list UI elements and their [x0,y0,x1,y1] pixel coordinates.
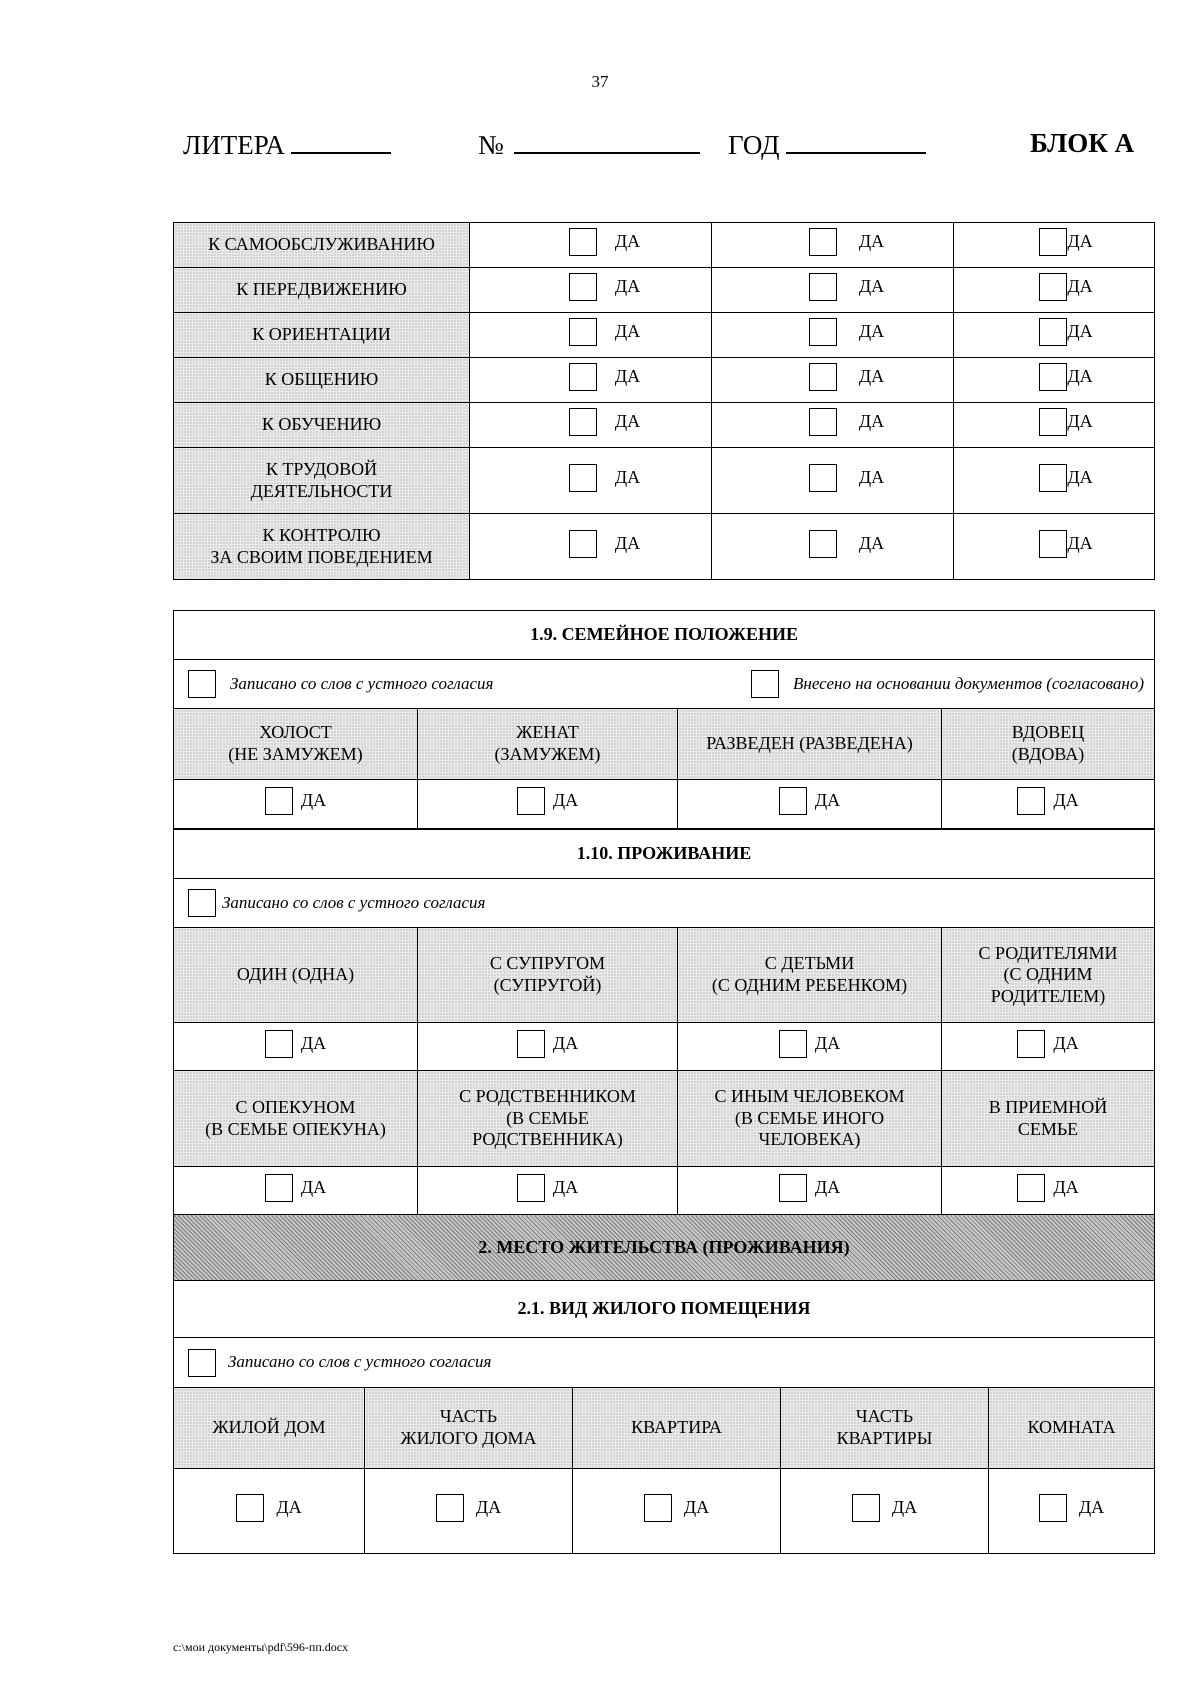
ability-opt3-yes-label: ДА [1067,366,1093,387]
residence-option-cell [942,1023,1155,1071]
ability-opt2-yes-label: ДА [858,466,885,487]
ability-opt1-option [569,273,640,301]
family-option-label-line2: (НЕ ЗАМУЖЕМ) [228,744,363,764]
ability-label-line1: К ОБУЧЕНИЮ [261,414,382,435]
ability-opt3-option [1039,530,1092,558]
residence-table [173,829,1155,1215]
residence-option-label-line1: В ПРИЕМНОЙ [988,1096,1108,1117]
ability-opt1-cell [470,358,712,403]
family-documents-checkbox[interactable] [751,670,779,698]
ability-opt1-checkbox[interactable] [569,228,597,256]
residence-option-checkbox[interactable] [779,1030,807,1058]
ability-label-line1: К ПЕРЕДВИЖЕНИЮ [236,279,407,300]
residence-option-yes-label: ДА [300,1032,327,1053]
litera-label: ЛИТЕРА [183,130,285,160]
ability-opt3-cell [954,268,1155,313]
ability-opt2-checkbox[interactable] [809,408,837,436]
dwelling-option-cell [365,1469,573,1554]
family-option-label [942,709,1155,780]
ability-label [174,268,470,313]
ability-opt3-option [1039,363,1092,391]
residence-option-label [678,1071,942,1167]
ability-opt1-checkbox[interactable] [569,273,597,301]
dwelling-option-option [644,1494,709,1522]
ability-opt1-cell [470,448,712,514]
residence-option-label [418,1071,678,1167]
family-option-label [678,709,942,780]
ability-opt1-yes-label: ДА [614,276,641,297]
ability-label [174,223,470,268]
ability-opt3-yes-label: ДА [1067,411,1093,432]
place-oral-consent-label: Записано со слов с устного согласия [228,1352,492,1372]
residence-option-label-line1: С РОДИТЕЛЯМИ [978,942,1118,963]
ability-opt3-checkbox[interactable] [1039,408,1067,436]
residence-option-yes-label: ДА [1053,1032,1079,1053]
ability-opt1-checkbox[interactable] [569,530,597,558]
dwelling-option-option [436,1494,501,1522]
ability-opt2-yes-label: ДА [858,532,885,553]
residence-option-label-line2: (В СЕМЬЕ [506,1107,589,1128]
number-field [478,128,700,161]
dwelling-option-label [174,1388,365,1469]
ability-opt1-yes-label: ДА [614,231,641,252]
family-option-checkbox[interactable] [265,787,293,815]
residence-option-checkbox[interactable] [1017,1174,1045,1202]
residence-option-option [517,1174,578,1202]
ability-opt2-yes-label: ДА [858,231,885,252]
ability-label-line1: К САМООБСЛУЖИВАНИЮ [208,234,435,255]
residence-option-option [265,1174,326,1202]
dwelling-option-label [365,1388,573,1469]
ability-opt3-yes-label: ДА [1067,231,1093,252]
ability-opt2-option [809,273,884,301]
dwelling-option-checkbox[interactable] [852,1494,880,1522]
ability-row [174,223,1155,268]
ability-label-line1: К ТРУДОВОЙ [265,458,378,479]
family-option-yes-label: ДА [1053,790,1079,811]
ability-row [174,448,1155,514]
ability-opt1-option [569,464,640,492]
dwelling-option-cell [781,1469,989,1554]
ability-label-line2: ЗА СВОИМ ПОВЕДЕНИЕМ [210,546,433,567]
ability-label [174,313,470,358]
ability-opt1-checkbox[interactable] [569,318,597,346]
residence-option-label-line2: (С ОДНИМ РЕБЕНКОМ) [711,975,908,995]
dwelling-option-label-line1: ЧАСТЬ [855,1406,914,1427]
residence-option-checkbox[interactable] [517,1030,545,1058]
ability-row [174,358,1155,403]
ability-opt2-cell [712,358,954,403]
ability-opt1-cell [470,268,712,313]
residence-option-label-line3: РОДИТЕЛЕМ) [990,985,1106,1006]
page-number: 37 [591,72,609,91]
family-option-yes-label: ДА [552,790,579,811]
year-input-line[interactable] [786,128,926,154]
dwelling-option-cell [989,1469,1155,1554]
dwelling-option-label [573,1388,781,1469]
residence-option-label-line1: С ОПЕКУНОМ [235,1096,356,1117]
ability-opt2-checkbox[interactable] [809,318,837,346]
ability-opt1-cell [470,403,712,448]
dwelling-option-yes-label: ДА [276,1497,302,1518]
ability-opt3-cell [954,514,1155,580]
residence-option-option [779,1030,840,1058]
litera-field [183,128,391,161]
dwelling-option-yes-label: ДА [475,1497,502,1518]
family-option-option [779,787,840,815]
ability-label-line1: К ОРИЕНТАЦИИ [252,324,391,345]
number-label: № [478,130,504,160]
residence-option-option [517,1030,578,1058]
residence-option-label-line1: ОДИН (ОДНА) [236,964,355,985]
ability-opt2-checkbox[interactable] [809,363,837,391]
ability-opt2-option [809,530,884,558]
residence-option-label [942,928,1155,1023]
residence-option-cell [174,1167,418,1215]
family-option-label [418,709,678,780]
year-field [728,128,926,161]
ability-label [174,358,470,403]
ability-opt2-checkbox[interactable] [809,464,837,492]
ability-opt2-option [809,363,884,391]
residence-option-checkbox[interactable] [265,1030,293,1058]
dwelling-option-checkbox[interactable] [236,1494,264,1522]
ability-opt3-cell [954,403,1155,448]
family-option-checkbox[interactable] [1017,787,1045,815]
ability-opt1-checkbox[interactable] [569,464,597,492]
number-input-line[interactable] [514,128,700,154]
residence-option-checkbox[interactable] [779,1174,807,1202]
ability-opt2-yes-label: ДА [858,321,885,342]
dwelling-option-label-line2: ЖИЛОГО ДОМА [400,1428,537,1448]
family-option-cell [678,780,942,829]
ability-opt2-option [809,464,884,492]
residence-option-yes-label: ДА [552,1176,579,1197]
ability-opt1-yes-label: ДА [614,466,641,487]
ability-opt1-option [569,408,640,436]
ability-row [174,313,1155,358]
ability-opt3-yes-label: ДА [1067,276,1093,297]
residence-option-label [174,928,418,1023]
family-option-label-line1: ВДОВЕЦ [1011,722,1085,743]
residence-option-cell [678,1167,942,1215]
family-option-label-line1: ЖЕНАТ [516,722,579,743]
residence-option-label-line1: С ДЕТЬМИ [764,953,855,974]
ability-opt3-cell [954,448,1155,514]
ability-opt1-yes-label: ДА [614,366,641,387]
residence-option-label-line3: РОДСТВЕННИКА) [472,1129,623,1150]
ability-opt3-option [1039,408,1092,436]
family-option-option [517,787,578,815]
ability-row [174,514,1155,580]
ability-opt1-option [569,228,640,256]
residence-option-checkbox[interactable] [517,1174,545,1202]
family-option-label-line2: (ЗАМУЖЕМ) [494,744,601,764]
dwelling-option-yes-label: ДА [1078,1497,1105,1518]
family-option-label [174,709,418,780]
dwelling-option-checkbox[interactable] [644,1494,672,1522]
residence-option-label-line1: С РОДСТВЕННИКОМ [459,1086,636,1107]
dwelling-option-checkbox[interactable] [1039,1494,1067,1522]
dwelling-type-title: 2.1. ВИД ЖИЛОГО ПОМЕЩЕНИЯ [174,1281,1155,1338]
litera-input-line[interactable] [291,128,391,154]
ability-opt3-yes-label: ДА [1067,532,1093,553]
ability-opt2-cell [712,313,954,358]
residence-option-label-line2: (В СЕМЬЕ ОПЕКУНА) [205,1118,386,1139]
family-option-option [1017,787,1078,815]
residence-option-label-line1: С СУПРУГОМ [489,953,606,974]
ability-label [174,448,470,514]
ability-opt1-option [569,318,640,346]
ability-label-line1: К КОНТРОЛЮ [262,524,381,545]
ability-opt1-checkbox[interactable] [569,363,597,391]
dwelling-option-label-line2: КВАРТИРЫ [836,1428,933,1448]
abilities-table [173,222,1155,580]
ability-opt2-checkbox[interactable] [809,228,837,256]
family-option-label-line1: ХОЛОСТ [259,722,332,743]
place-oral-consent-checkbox[interactable] [188,1349,216,1377]
ability-label [174,403,470,448]
residence-option-yes-label: ДА [300,1176,327,1197]
dwelling-option-checkbox[interactable] [436,1494,464,1522]
residence-option-label-line2: СЕМЬЕ [1017,1118,1079,1139]
residence-option-label [174,1071,418,1167]
ability-opt2-yes-label: ДА [858,366,885,387]
ability-opt2-cell [712,268,954,313]
family-option-checkbox[interactable] [779,787,807,815]
residence-option-yes-label: ДА [552,1032,579,1053]
ability-label-line2: ДЕЯТЕЛЬНОСТИ [250,480,393,501]
dwelling-option-label [781,1388,989,1469]
ability-opt3-checkbox[interactable] [1039,318,1067,346]
ability-opt1-cell [470,514,712,580]
residence-oral-consent-checkbox[interactable] [188,889,216,917]
ability-opt1-option [569,363,640,391]
residence-option-label-line1: С ИНЫМ ЧЕЛОВЕКОМ [714,1086,905,1107]
residence-option-checkbox[interactable] [1017,1030,1045,1058]
ability-opt3-checkbox[interactable] [1039,228,1067,256]
ability-opt2-cell [712,403,954,448]
residence-option-label-line3: ЧЕЛОВЕКА) [758,1129,861,1150]
ability-opt3-checkbox[interactable] [1039,363,1067,391]
block-label: БЛОК А [1030,128,1135,158]
ability-opt1-checkbox[interactable] [569,408,597,436]
residence-section-title: 1.10. ПРОЖИВАНИЕ [174,830,1155,879]
ability-label [174,514,470,580]
family-option-cell [942,780,1155,829]
dwelling-option-option [1039,1494,1104,1522]
residence-option-option [1017,1174,1078,1202]
residence-option-option [265,1030,326,1058]
family-option-cell [418,780,678,829]
dwelling-option-yes-label: ДА [891,1497,918,1518]
family-option-yes-label: ДА [814,790,841,811]
ability-opt3-yes-label: ДА [1067,321,1093,342]
family-option-option [265,787,326,815]
ability-opt3-option [1039,318,1092,346]
dwelling-option-yes-label: ДА [683,1497,710,1518]
ability-opt3-option [1039,464,1092,492]
ability-label-line1: К ОБЩЕНИЮ [264,369,379,390]
residence-option-label-line2: (В СЕМЬЕ ИНОГО [734,1107,885,1128]
ability-opt2-cell [712,514,954,580]
dwelling-option-label [989,1388,1155,1469]
ability-opt2-option [809,318,884,346]
ability-opt2-cell [712,223,954,268]
ability-opt1-yes-label: ДА [614,532,641,553]
ability-opt3-checkbox[interactable] [1039,530,1067,558]
family-section-title: 1.9. СЕМЕЙНОЕ ПОЛОЖЕНИЕ [174,611,1155,660]
residence-option-label [942,1071,1155,1167]
residence-option-cell [174,1023,418,1071]
dwelling-option-option [236,1494,301,1522]
ability-opt2-yes-label: ДА [858,276,885,297]
family-option-yes-label: ДА [300,790,327,811]
dwelling-option-label-line1: КВАРТИРА [631,1417,722,1438]
ability-opt2-cell [712,448,954,514]
ability-opt3-cell [954,358,1155,403]
residence-option-yes-label: ДА [1053,1176,1079,1197]
residence-option-option [1017,1030,1078,1058]
dwelling-option-label-line1: КОМНАТА [1027,1417,1116,1438]
ability-opt1-option [569,530,640,558]
family-option-cell [174,780,418,829]
place-section-title: 2. МЕСТО ЖИТЕЛЬСТВА (ПРОЖИВАНИЯ) [174,1215,1155,1281]
residence-option-cell [678,1023,942,1071]
residence-oral-consent-label: Записано со слов с устного согласия [222,892,486,912]
residence-option-cell [418,1167,678,1215]
ability-opt2-yes-label: ДА [858,411,885,432]
dwelling-option-option [852,1494,917,1522]
residence-option-checkbox[interactable] [265,1174,293,1202]
residence-option-cell [418,1023,678,1071]
ability-opt3-yes-label: ДА [1067,466,1093,487]
ability-opt3-checkbox[interactable] [1039,273,1067,301]
ability-row [174,403,1155,448]
family-option-label-line2: (ВДОВА) [1011,744,1085,764]
family-table [173,610,1155,829]
ability-opt1-cell [470,223,712,268]
family-oral-consent-label: Записано со слов с устного согласия [230,673,494,693]
ability-opt1-cell [470,313,712,358]
residence-option-yes-label: ДА [814,1176,841,1197]
file-path: c:\мои документы\pdf\596-пп.docx [173,1640,349,1654]
residence-option-label-line2: (СУПРУГОЙ) [493,975,602,995]
ability-opt1-yes-label: ДА [614,411,641,432]
family-option-checkbox[interactable] [517,787,545,815]
residence-option-label [418,928,678,1023]
year-label: ГОД [728,130,780,160]
ability-opt1-yes-label: ДА [614,321,641,342]
residence-option-option [779,1174,840,1202]
ability-opt3-cell [954,223,1155,268]
family-oral-consent-checkbox[interactable] [188,670,216,698]
ability-opt3-cell [954,313,1155,358]
family-documents-label: Внесено на основании документов (согласовано) [793,673,1145,693]
dwelling-option-cell [573,1469,781,1554]
ability-opt2-option [809,228,884,256]
ability-opt2-option [809,408,884,436]
residence-option-cell [942,1167,1155,1215]
ability-opt3-option [1039,273,1092,301]
residence-option-label-line2: (С ОДНИМ [1003,964,1093,985]
dwelling-option-label-line1: ЖИЛОЙ ДОМ [212,1417,326,1438]
ability-row [174,268,1155,313]
family-option-label-line1: РАЗВЕДЕН (РАЗВЕДЕНА) [706,733,913,754]
ability-opt2-checkbox[interactable] [809,273,837,301]
dwelling-option-label-line1: ЧАСТЬ [439,1406,498,1427]
ability-opt3-option [1039,228,1092,256]
dwelling-option-cell [174,1469,365,1554]
ability-opt2-checkbox[interactable] [809,530,837,558]
place-table [173,1214,1155,1554]
residence-option-label [678,928,942,1023]
ability-opt3-checkbox[interactable] [1039,464,1067,492]
residence-option-yes-label: ДА [814,1032,841,1053]
